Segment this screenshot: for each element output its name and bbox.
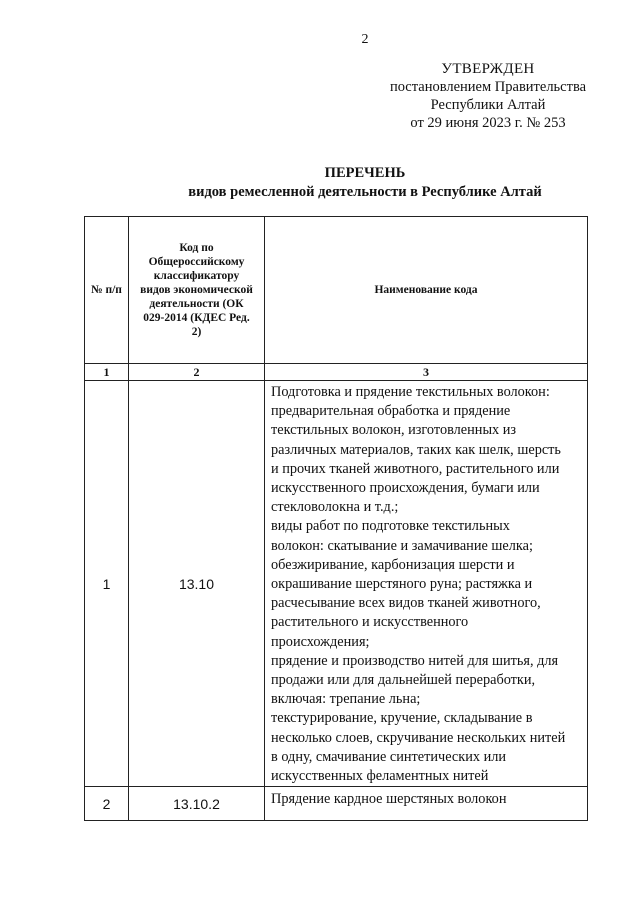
row-name-line: в одну, смачивание синтетических или [271,748,507,765]
activities-table [84,216,588,821]
header-name [265,217,588,364]
row-name-line: различных материалов, таких как шелк, шерсть [271,441,561,458]
row-name-line: окрашивание шерстяного руна; растяжка и [271,576,533,593]
row-name [265,787,588,821]
page-number: 2 [361,32,369,47]
row-name-line: растительного и искусственного [271,614,469,631]
row-name-line: Подготовка и прядение текстильных волокон: [271,384,550,400]
document-title [0,164,640,202]
table-row [85,381,588,787]
row-name-line: стекловолокна и т.д.; [271,499,399,516]
title-line-2: видов ремесленной деятельности в Республике Алтай [188,184,542,200]
approval-block [378,60,598,132]
row-name-line: продажи или для дальнейшей переработки, [271,672,536,689]
row-name-line: расчесывание всех видов тканей животного, [271,595,541,612]
row-name-line: прядение и производство нитей для шитья, для [271,652,559,669]
table-header-row [85,217,588,364]
row-name-line: текстильных волокон, изготовленных из [271,422,517,439]
row-name-line: происхождения; [271,633,370,650]
table-row [85,787,588,821]
header-num [85,217,129,364]
column-number-1: 1 [85,364,129,381]
header-code-text: Код по Общероссийскому классификатору видов экономической деятельности (ОК 029-2014 (КДЕС Ред. 2) [140,242,253,338]
row-name-line: текстурирование, кручение, складывание в [271,710,533,727]
column-number-2: 2 [129,364,265,381]
header-code [129,217,265,364]
title-line-1: ПЕРЕЧЕНЬ [324,165,406,181]
header-name-text: Наименование кода [374,284,478,296]
row-name-line: обезжиривание, карбонизация шерсти и [271,556,515,573]
approval-line-2: Республики Алтай [430,97,546,113]
header-num-text: № п/п [91,284,122,296]
row-num: 2 [85,787,129,821]
row-code: 13.10 [129,381,265,787]
row-name [265,381,588,787]
row-name-line: включая: трепание льна; [271,691,421,708]
row-name-line: Прядение кардное шерстяных волокон [271,791,507,808]
row-num: 1 [85,381,129,787]
row-name-line: предварительная обработка и прядение [271,403,511,420]
row-name-line: искусственного происхождения, бумаги или [271,480,540,497]
approval-line-3: от 29 июня 2023 г. № 253 [410,115,566,131]
row-name-line: волокон: скатывание и замачивание шелка; [271,537,533,554]
row-name-line: и прочих тканей животного, растительного или [271,460,560,477]
row-code: 13.10.2 [129,787,265,821]
approval-line-1: постановлением Правительства [389,79,587,95]
row-name-line: несколько слоев, скручивание нескольких нитей [271,729,566,746]
column-number-3: 3 [265,364,588,381]
row-name-line: виды работ по подготовке текстильных [271,518,510,535]
column-number-row [85,364,588,381]
row-name-line: искусственных феламентных нитей [271,768,489,785]
approved-heading: УТВЕРЖДЕН [441,61,535,77]
